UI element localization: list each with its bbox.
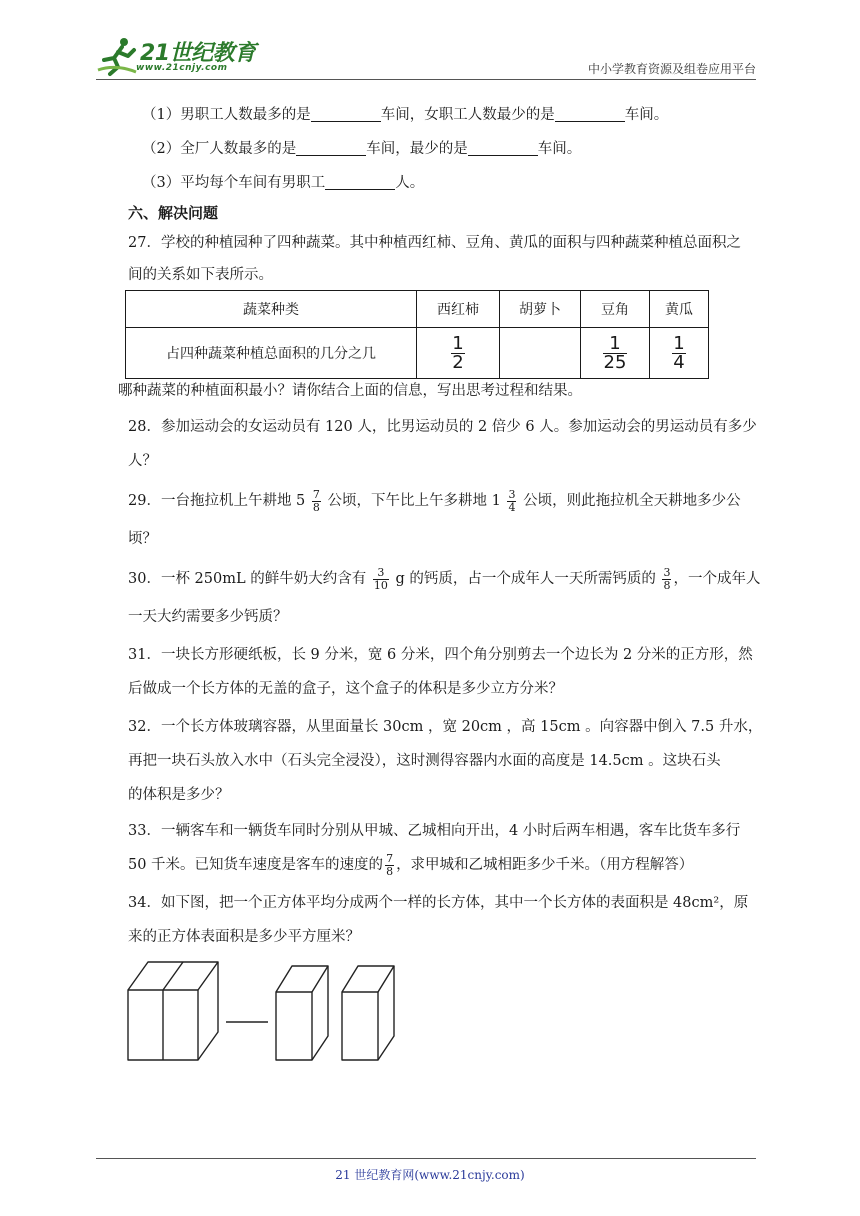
q28-line-1: 28．参加运动会的女运动员有 120 人，比男运动员的 2 倍少 6 人。参加运动会的男运动员有多少	[128, 419, 757, 435]
fraction-numerator: 1	[609, 332, 621, 354]
fraction-denominator: 25	[603, 351, 627, 373]
table-header-row	[126, 291, 709, 328]
q29-line-2: 顷？	[128, 531, 157, 547]
q34-line-2: 来的正方体表面积是多少平方厘米？	[128, 929, 360, 945]
text: 车间，女职工人数最少的是	[380, 107, 555, 123]
q32-line-3: 的体积是多少？	[128, 787, 230, 803]
runner-logo-icon	[96, 34, 140, 78]
text: 车间。	[537, 141, 582, 157]
fraction-numerator: 1	[452, 332, 464, 354]
q32-line-2: 再把一块石头放入水中（石头完全浸没），这时测得容器内水面的高度是 14.5cm 。这块石头	[128, 753, 721, 769]
fraction	[451, 332, 464, 373]
text: 车间。	[624, 107, 669, 123]
text: 公顷，则此拖拉机全天耕地多少公	[523, 493, 741, 509]
prev-question-part-2	[142, 132, 581, 166]
fraction-numerator: 3	[663, 565, 671, 579]
fraction	[507, 489, 516, 514]
q27-after: 哪种蔬菜的种植面积最小？请你结合上面的信息，写出思考过程和结果。	[118, 383, 582, 399]
table-cell-empty	[500, 328, 581, 379]
q28-line-2: 人？	[128, 453, 157, 469]
logo-url: www.21cnjy.com	[136, 63, 228, 73]
q34-line-1: 34．如下图，把一个正方体平均分成两个一样的长方体，其中一个长方体的表面积是 48cm²，原	[128, 895, 749, 911]
q31-line-2: 后做成一个长方体的无盖的盒子，这个盒子的体积是多少立方分米？	[128, 681, 563, 697]
fraction-denominator: 8	[386, 864, 394, 878]
table-header-cell: 西红柿	[417, 291, 500, 328]
fraction-denominator: 2	[452, 351, 464, 373]
answer-blank	[296, 137, 366, 156]
q33-line-2	[128, 848, 693, 882]
fraction-numerator: 1	[673, 332, 685, 354]
q27-line-2: 间的关系如下表所示。	[128, 267, 273, 283]
fraction	[385, 853, 394, 878]
text: 50 千米。已知货车速度是客车的速度的	[128, 857, 384, 873]
table-row	[126, 328, 709, 379]
text: ，求甲城和乙城相距多少千米。（用方程解答）	[396, 857, 694, 873]
fraction-denominator: 4	[508, 500, 516, 514]
table-header-cell: 黄瓜	[650, 291, 709, 328]
table-cell-fraction	[581, 328, 650, 379]
table-header-cell: 胡萝卜	[500, 291, 581, 328]
text: 29．一台拖拉机上午耕地 5	[128, 493, 306, 509]
prev-question-part-1	[142, 98, 668, 132]
fraction	[662, 567, 671, 592]
q27-line-1: 27．学校的种植园种了四种蔬菜。其中种植西红柿、豆角、黄瓜的面积与四种蔬菜种植总面积之	[128, 235, 741, 251]
fraction-numerator: 3	[377, 565, 385, 579]
answer-blank	[311, 103, 381, 122]
prev-question-part-3	[142, 166, 424, 200]
fraction-numerator: 3	[508, 487, 516, 501]
text: （3）平均每个车间有男职工	[142, 175, 326, 191]
answer-blank	[468, 137, 538, 156]
fraction-numerator: 7	[386, 851, 394, 865]
q30-line-2: 一天大约需要多少钙质？	[128, 609, 288, 625]
cuboid-shape	[276, 966, 328, 1060]
text: 公顷，下午比上午多耕地 1	[327, 493, 501, 509]
platform-title: 中小学教育资源及组卷应用平台	[587, 62, 756, 76]
text: 30．一杯 250mL 的鲜牛奶大约含有	[128, 571, 367, 587]
q30-line-1	[128, 562, 760, 596]
text: 人。	[395, 175, 425, 191]
vegetable-table	[125, 290, 709, 379]
fraction-denominator: 8	[312, 500, 320, 514]
cube-shape	[128, 962, 218, 1060]
fraction	[312, 489, 321, 514]
q31-line-1: 31．一块长方形硬纸板，长 9 分米，宽 6 分米，四个角分别剪去一个边长为 2 分米的正方形，然	[128, 647, 753, 663]
fraction-denominator: 8	[663, 578, 671, 592]
cube-split-figure	[120, 958, 420, 1068]
logo-brand: 21世纪教育	[140, 41, 256, 66]
fraction	[373, 567, 389, 592]
fraction-denominator: 4	[673, 351, 685, 373]
table-cell-fraction	[650, 328, 709, 379]
text: （2）全厂人数最多的是	[142, 141, 297, 157]
fraction	[672, 332, 685, 373]
text: ，一个成年人	[673, 571, 761, 587]
footer-text: 21 世纪教育网(www.21cnjy.com)	[335, 1168, 525, 1182]
text: g 的钙质，占一个成年人一天所需钙质的	[395, 571, 656, 587]
section-title: 六、解决问题	[128, 204, 219, 222]
answer-blank	[555, 103, 625, 122]
table-row-label: 占四种蔬菜种植总面积的几分之几	[126, 328, 417, 379]
table-header-cell: 豆角	[581, 291, 650, 328]
table-cell-fraction	[417, 328, 500, 379]
logo	[96, 34, 266, 78]
header-divider	[96, 79, 756, 80]
q33-line-1: 33．一辆客车和一辆货车同时分别从甲城、乙城相向开出，4 小时后两车相遇，客车比货车多行	[128, 823, 741, 839]
text: 车间，最少的是	[366, 141, 468, 157]
q32-line-1: 32．一个长方体玻璃容器，从里面量长 30cm ，宽 20cm ，高 15cm 。向容器中倒入 7.5 升水，	[128, 719, 763, 735]
text: （1）男职工人数最多的是	[142, 107, 311, 123]
fraction-numerator: 7	[312, 487, 320, 501]
answer-blank	[325, 171, 395, 190]
q29-line-1	[128, 484, 741, 518]
cuboid-shape	[342, 966, 394, 1060]
table-header-cell: 蔬菜种类	[126, 291, 417, 328]
fraction	[603, 332, 628, 373]
fraction-denominator: 10	[373, 578, 388, 592]
footer-divider	[96, 1158, 756, 1159]
